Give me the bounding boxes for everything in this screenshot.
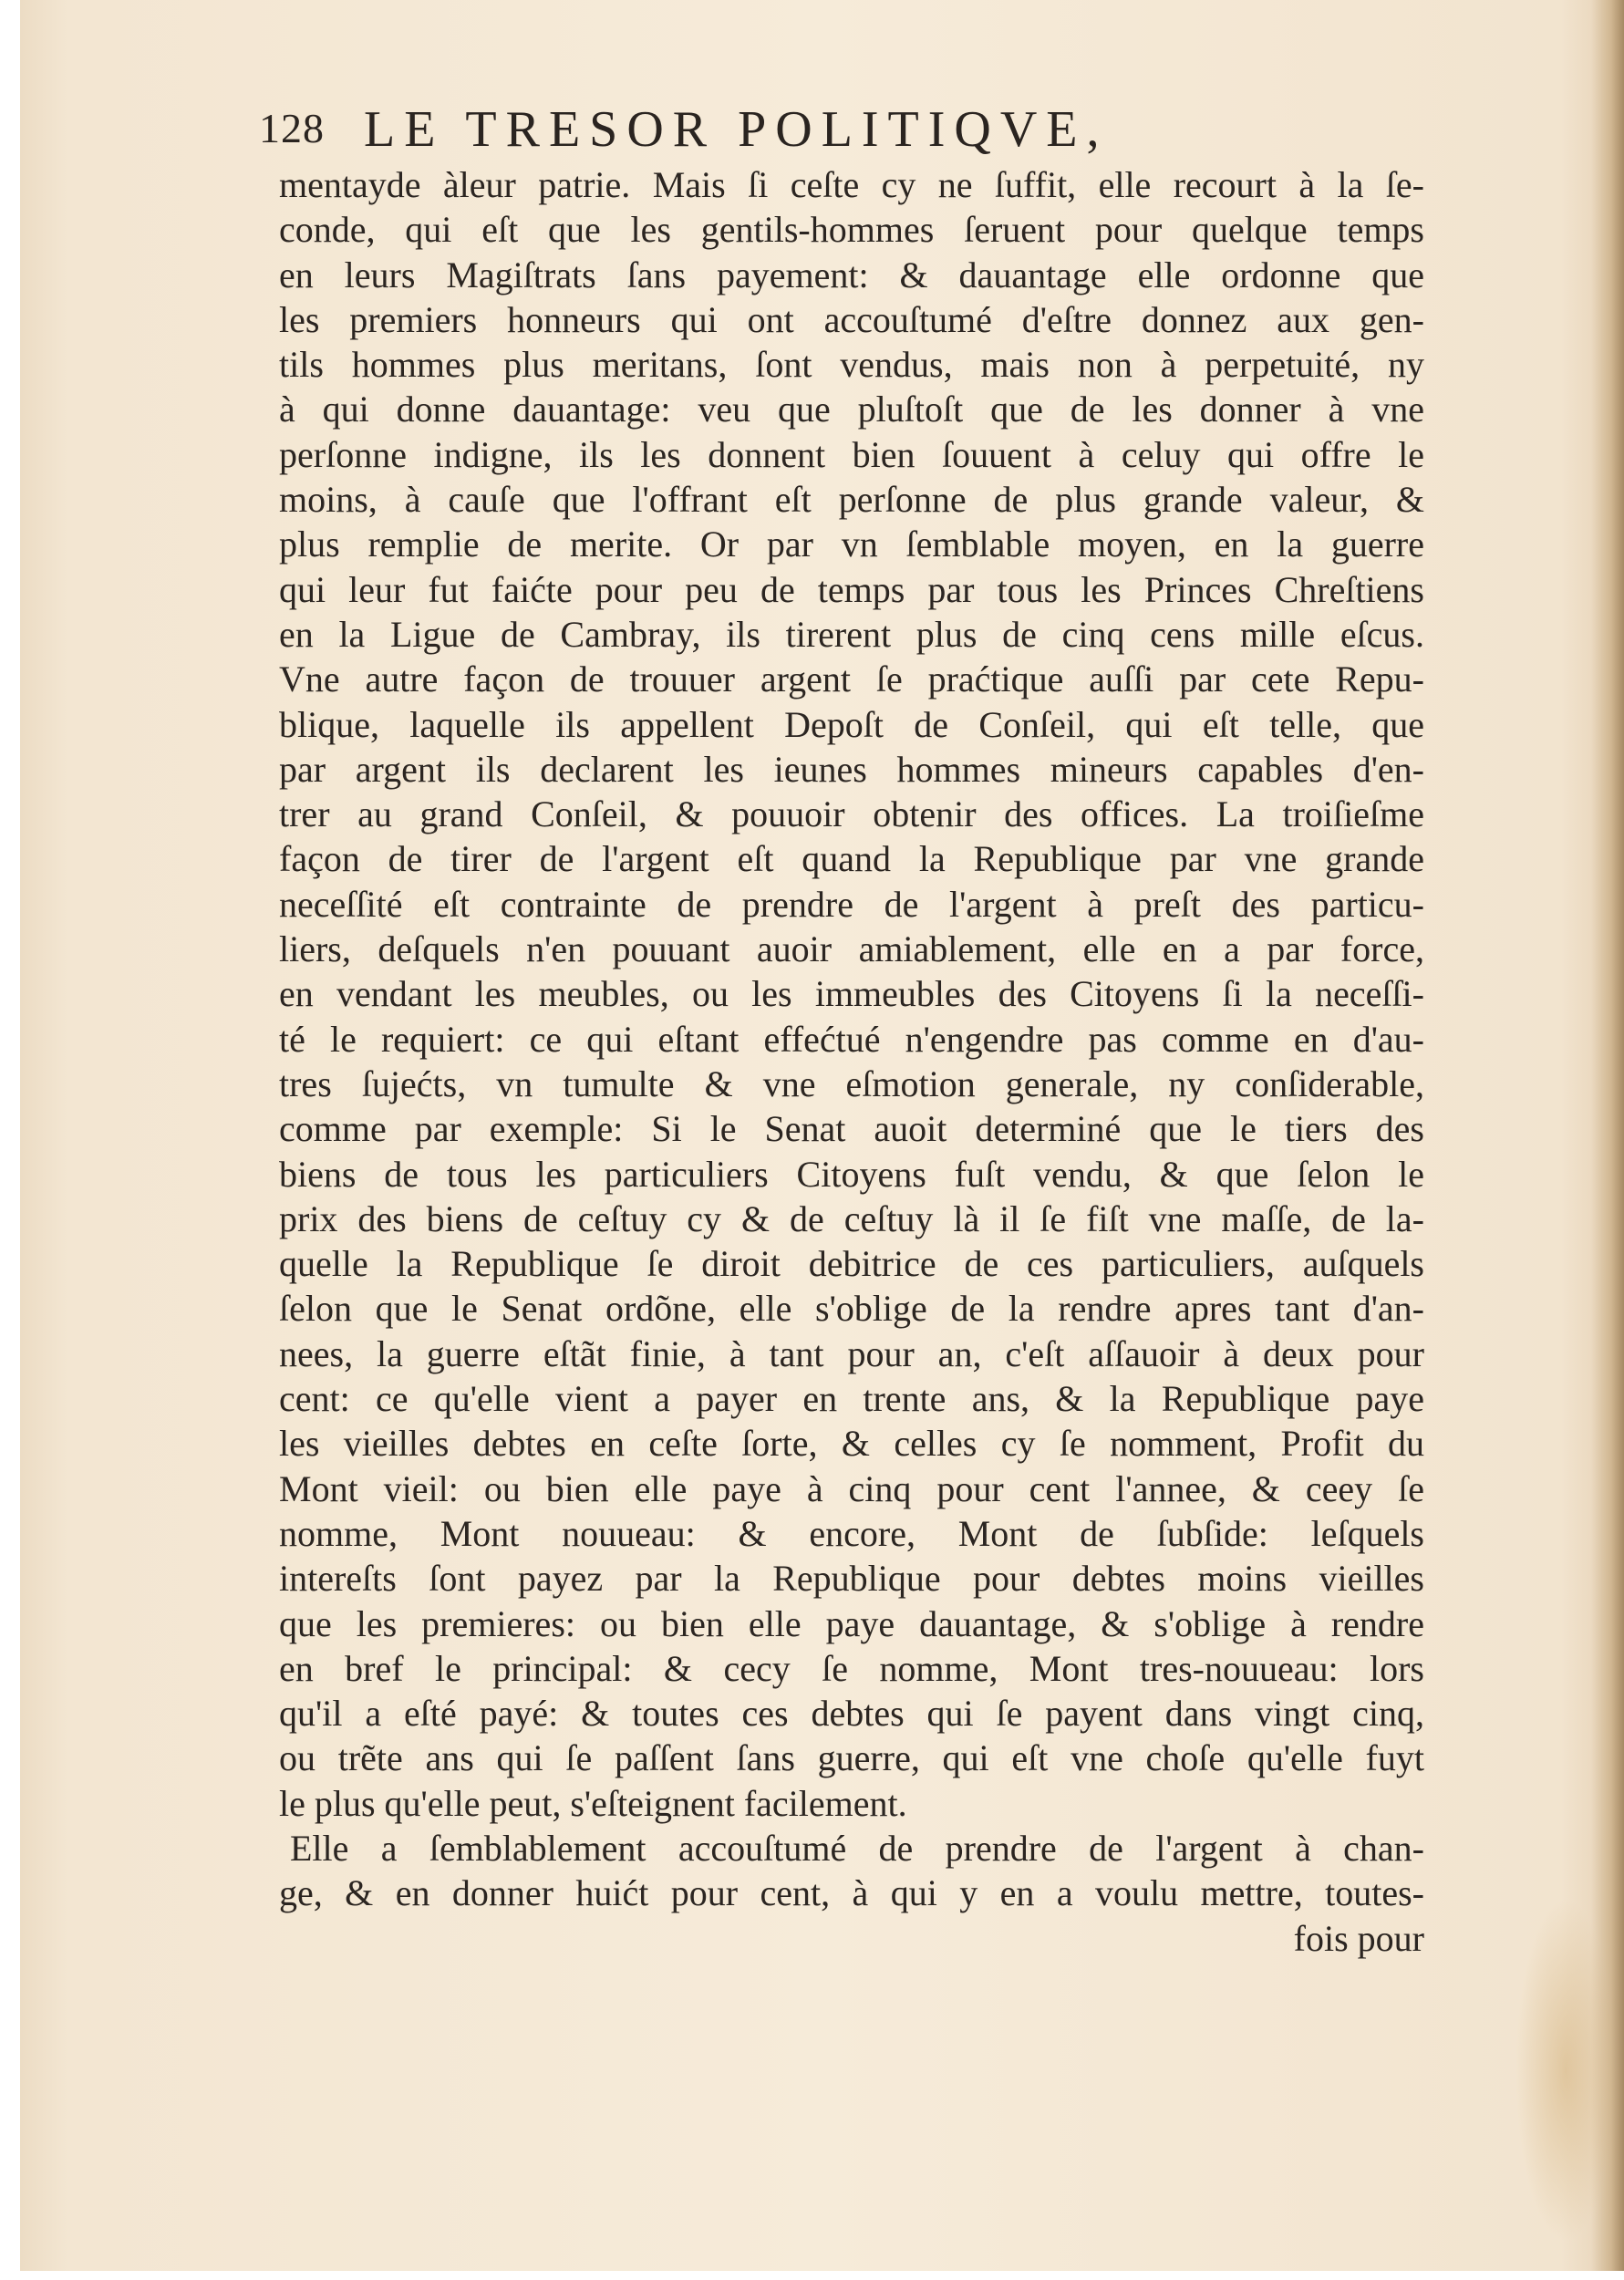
text-line: qui leur fut faićte pour peu de temps par tous les Princes Chreſtiens <box>279 568 1424 610</box>
text-line: biens de tous les particuliers Citoyens fuſt vendu, & que ſelon le <box>279 1153 1424 1195</box>
text-line: quelle la Republique ſe diroit debitrice de ces particuliers, auſquels <box>279 1243 1424 1285</box>
text-line: blique, laquelle ils appellent Depoſt de Conſeil, qui eſt telle, que <box>279 703 1424 745</box>
text-line: trer au grand Conſeil, & pouuoir obtenir des offices. La troiſieſme <box>279 793 1424 835</box>
text-line: intereſts ſont payez par la Republique pour debtes moins vieilles <box>279 1558 1424 1600</box>
text-line: que les premieres: ou bien elle paye dauantage, & s'oblige à rendre <box>279 1602 1424 1644</box>
text-line: en la Ligue de Cambray, ils tirerent plus de cinq cens mille eſcus. <box>279 613 1424 655</box>
text-line: en bref le principal: & cecy ſe nomme, Mont tres-nouueau: lors <box>279 1647 1424 1689</box>
running-title: LE TRESOR POLITIQVE, <box>364 101 1109 158</box>
body-text <box>279 162 1424 1961</box>
text-line: liers, deſquels n'en pouuant auoir amiablement, elle en a par force, <box>279 928 1424 970</box>
folio-number: 128 <box>259 105 325 151</box>
text-line: ou trẽte ans qui ſe paſſent ſans guerre, qui eſt vne choſe qu'elle fuyt <box>279 1737 1424 1779</box>
text-line: en vendant les meubles, ou les immeubles des Citoyens ſi la neceſſi- <box>279 973 1424 1015</box>
text-line: ge, & en donner huićt pour cent, à qui y en a voulu mettre, toutes- <box>279 1872 1424 1914</box>
catchword: fois pour <box>1293 1917 1424 1959</box>
text-line: le plus qu'elle peut, s'eſteignent facilement. <box>279 1782 907 1824</box>
text-line: moins, à cauſe que l'offrant eſt perſonne de plus grande valeur, & <box>279 479 1424 521</box>
text-line: tils hommes plus meritans, ſont vendus, mais non à perpetuité, ny <box>279 344 1424 386</box>
text-line: en leurs Magiſtrats ſans payement: & dauantage elle ordonne que <box>279 254 1424 295</box>
text-line: à qui donne dauantage: veu que pluſtoſt que de les donner à vne <box>279 389 1424 430</box>
text-line: Vne autre façon de trouuer argent ſe praćtique auſſi par cete Repu- <box>279 658 1424 700</box>
text-line: ſelon que le Senat ordõne, elle s'oblige de la rendre apres tant d'an- <box>279 1288 1424 1330</box>
text-line: perſonne indigne, ils les donnent bien ſouuent à celuy qui offre le <box>279 433 1424 475</box>
book-page <box>20 0 1624 2271</box>
text-line: nees, la guerre eſtãt finie, à tant pour an, c'eſt aſſauoir à deux pour <box>279 1332 1424 1374</box>
text-line: nomme, Mont nouueau: & encore, Mont de ſubſide: leſquels <box>279 1512 1424 1554</box>
text-line: Elle a ſemblablement accouſtumé de prendre de l'argent à chan- <box>290 1827 1424 1869</box>
text-line: Mont vieil: ou bien elle paye à cinq pour cent l'annee, & ceey ſe <box>279 1467 1424 1509</box>
text-line: les vieilles debtes en ceſte ſorte, & celles cy ſe nomment, Profit du <box>279 1423 1424 1465</box>
text-line: prix des biens de ceſtuy cy & de ceſtuy là il ſe fiſt vne maſſe, de la- <box>279 1197 1424 1239</box>
text-line: té le requiert: ce qui eſtant effećtué n'engendre pas comme en d'au- <box>279 1018 1424 1060</box>
text-line: par argent ils declarent les ieunes hommes mineurs capables d'en- <box>279 748 1424 790</box>
text-line: tres ſujećts, vn tumulte & vne eſmotion generale, ny conſiderable, <box>279 1062 1424 1104</box>
text-line: qu'il a eſté payé: & toutes ces debtes qui ſe payent dans vingt cinq, <box>279 1693 1424 1735</box>
text-line: les premiers honneurs qui ont accouſtumé d'eſtre donnez aux gen- <box>279 298 1424 340</box>
text-line: neceſſité eſt contrainte de prendre de l'argent à preſt des particu- <box>279 883 1424 925</box>
paper-stain <box>1515 1897 1616 2244</box>
text-line: cent: ce qu'elle vient a payer en trente ans, & la Republique paye <box>279 1378 1424 1420</box>
text-line: comme par exemple: Si le Senat auoit determiné que le tiers des <box>279 1108 1424 1150</box>
text-line: mentayde àleur patrie. Mais ſi ceſte cy ne ſuffit, elle recourt à la ſe- <box>279 164 1424 205</box>
text-line: façon de tirer de l'argent eſt quand la Republique par vne grande <box>279 838 1424 880</box>
text-line: conde, qui eſt que les gentils-hommes ſeruent pour quelque temps <box>279 209 1424 251</box>
text-line: plus remplie de merite. Or par vn ſemblable moyen, en la guerre <box>279 523 1424 565</box>
